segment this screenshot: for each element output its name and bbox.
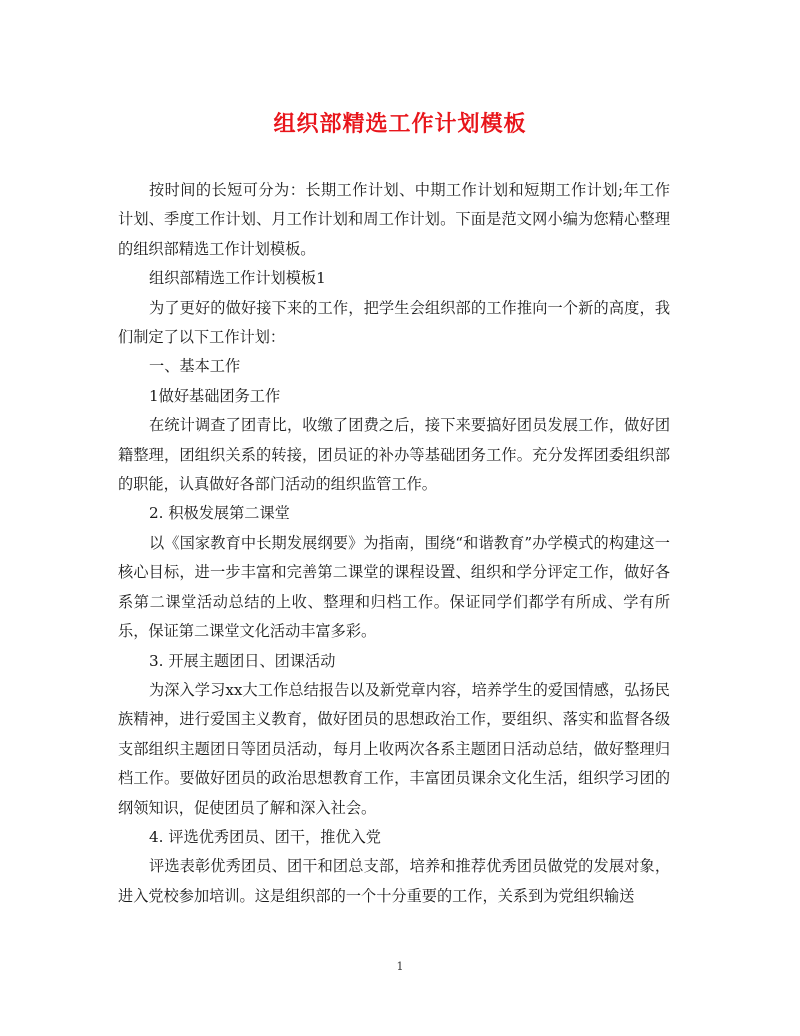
subheading-second-classroom: 2. 积极发展第二课堂 (149, 504, 290, 523)
paragraph-template-heading: 组织部精选工作计划模板1 (149, 269, 326, 288)
document-body (118, 176, 670, 911)
document-title: 组织部精选工作计划模板 (273, 111, 527, 137)
subheading-excellent-members: 4. 评选优秀团员、团干，推优入党 (149, 827, 381, 846)
paragraph-purpose: 为了更好的做好接下来的工作，把学生会组织部的工作推向一个新的高度，我们制定了以下工作计划： (118, 298, 670, 347)
paragraph-excellent-members: 评选表彰优秀团员、团干和团总支部，培养和推荐优秀团员做党的发展对象，进入党校参加培训。这是组织部的一个十分重要的工作，关系到为党组织输送 (118, 857, 670, 905)
subheading-theme-day: 3. 开展主题团日、团课活动 (149, 651, 336, 670)
paragraph-second-classroom: 以《国家教育中长期发展纲要》为指南，围绕“和谐教育”办学模式的构建这一核心目标，进一步丰富和完善第二课堂的课程设置、组织和学分评定工作，做好各系第二课堂活动总结的上收、整理和归档工作。保证同学们都学有所成、学有所乐，保证第二课堂文化活动丰富多彩。 (118, 533, 670, 641)
paragraph-league-affairs: 在统计调查了团青比，收缴了团费之后，接下来要搞好团员发展工作，做好团籍整理，团组织关系的转接，团员证的补办等基础团务工作。充分发挥团委组织部的职能，认真做好各部门活动的组织监管工作。 (118, 416, 670, 494)
section-heading-basic-work: 一、基本工作 (149, 357, 241, 376)
paragraph-intro: 按时间的长短可分为：长期工作计划、中期工作计划和短期工作计划;年工作计划、季度工作计划、月工作计划和周工作计划。下面是范文网小编为您精心整理的组织部精选工作计划模板。 (118, 181, 670, 258)
page-number: 1 (396, 960, 404, 973)
paragraph-theme-day: 为深入学习xx大工作总结报告以及新党章内容，培养学生的爱国情感，弘扬民族精神，进行爱国主义教育，做好团员的思想政治工作，要组织、落实和监督各级支部组织主题团日等团员活动，每月上收两次各系主题团日活动总结，做好整理归档工作。要做好团员的政治思想教育工作，丰富团员课余文化生活，组织学习团的纲领知识，促使团员了解和深入社会。 (118, 680, 670, 817)
subheading-basic-league-affairs: 1做好基础团务工作 (149, 386, 281, 405)
